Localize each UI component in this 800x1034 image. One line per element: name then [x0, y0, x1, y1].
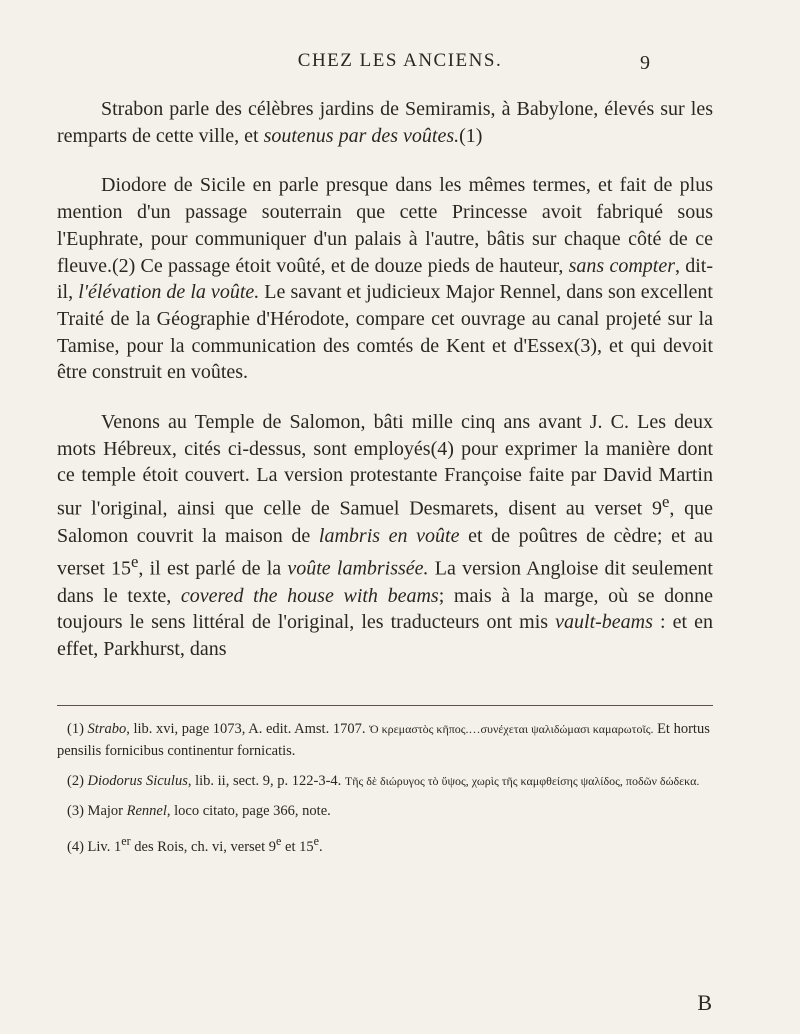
running-title: CHEZ LES ANCIENS. [297, 50, 503, 71]
italic-run: soutenus par des voûtes. [263, 124, 460, 147]
text-run: , il est parlé de la [138, 557, 288, 580]
text-run: et de poûtres de cèdre; et au verset 15 [57, 524, 713, 580]
greek-quote: Ὁ κρεμαστὸς κῆπος.…συνέχεται ψαλιδώμασι καμαρωτοῖς. [369, 722, 654, 736]
superscript: e [313, 834, 319, 848]
footnote-4 [57, 830, 713, 858]
superscript: e [276, 834, 282, 848]
italic-run: vault-beams [555, 611, 653, 634]
text-run: , que Salomon couvrit la maison de [57, 497, 713, 547]
signature-mark: B [697, 990, 712, 1015]
running-header [0, 50, 800, 76]
footnote-number: (4) [67, 838, 88, 855]
italic-run: Diodorus Siculus [87, 773, 188, 789]
text-run: , lib. xvi, page 1073, A. edit. Amst. 1707. [126, 721, 370, 737]
italic-run: lambris en voûte [318, 524, 460, 547]
italic-run: covered the house with beams [180, 584, 439, 607]
footnote-number: (2) [67, 773, 88, 789]
page-number: 9 [640, 52, 650, 74]
italic-run: l'élévation de la voûte. [78, 281, 260, 304]
paragraph-1 [57, 96, 713, 149]
text-run: : et en effet, Parkhurst, dans [57, 611, 713, 660]
footnote-number: (1) [67, 721, 88, 737]
text-run: , loco citato, page 366, note. [166, 803, 331, 819]
footnote-ref: (1) [459, 124, 483, 147]
italic-run: voûte lambrissée. [287, 557, 429, 580]
italic-run: Strabo [87, 721, 127, 737]
text-run: , lib. ii, sect. 9, p. 122-3-4. [187, 773, 345, 789]
footnote-divider [57, 705, 713, 706]
superscript: e [130, 552, 139, 572]
paragraph-3 [57, 409, 713, 663]
footnote-1 [57, 718, 713, 762]
footnotes [57, 718, 713, 866]
text-run: Venons au Temple de Salomon, bâti mille cinq ans avant J. C. Les deux mots Hébreux, cités ci-dessus, sont employés(4) pour exprimer la manière dont ce temple étoit couvert. La version protestante Françoise faite par David Martin sur l'original, ainsi que celle de Samuel Desmarets, disent au verset 9 [57, 411, 713, 520]
footnote-3 [57, 800, 713, 822]
text-run: La version Angloise dit seulement dans le texte, [57, 557, 713, 607]
greek-quote: Τῆς δὲ διώρυγος τὸ ὕψος, χωρὶς τῆς καμφθείσης ψαλίδος, ποδῶν δώδεκα. [344, 774, 700, 788]
text-run: Liv. 1 [87, 838, 122, 855]
text-run: Major [87, 803, 127, 819]
italic-run: Rennel [126, 803, 167, 819]
text-run: Et hortus pensilis fornicibus continentur fornicatis. [57, 721, 710, 759]
superscript: er [121, 834, 131, 848]
text-run: des Rois, ch. vi, verset 9 [130, 838, 277, 855]
italic-run: sans compter [568, 254, 675, 277]
paragraph-2 [57, 172, 713, 386]
superscript: e [661, 492, 670, 512]
text-run: Diodore de Sicile en parle presque dans les mêmes termes, et fait de plus mention d'un passage souterrain que cette Princesse avoit fabriqué sous l'Euphrate, pour communiquer d'un palais à l'autre, bâtis sur chaque côté de ce fleuve.(2) Ce passage étoit voûté, et de douze pieds de hauteur, [57, 174, 713, 277]
text-run: . [319, 838, 323, 855]
text-run: Le savant et judicieux Major Rennel, dans son excellent Traité de la Géographie d'Hérodote, compare cet ouvrage au canal projeté sur la Tamise, pour la communication des comtés de Kent et d'Essex(3), et qui devoit être construit en voûtes. [57, 281, 713, 384]
footnote-number: (3) [67, 803, 88, 819]
text-run: ; mais à la marge, où se donne toujours le sens littéral de l'original, les traducteurs ont mis [57, 584, 713, 634]
footnote-2 [57, 770, 713, 792]
text-run: , dit-il, [57, 254, 713, 304]
main-text [57, 96, 713, 663]
text-run: et 15 [281, 838, 314, 855]
text-run: Strabon parle des célèbres jardins de Semiramis, à Babylone, élevés sur les remparts de cette ville, et [57, 98, 713, 147]
